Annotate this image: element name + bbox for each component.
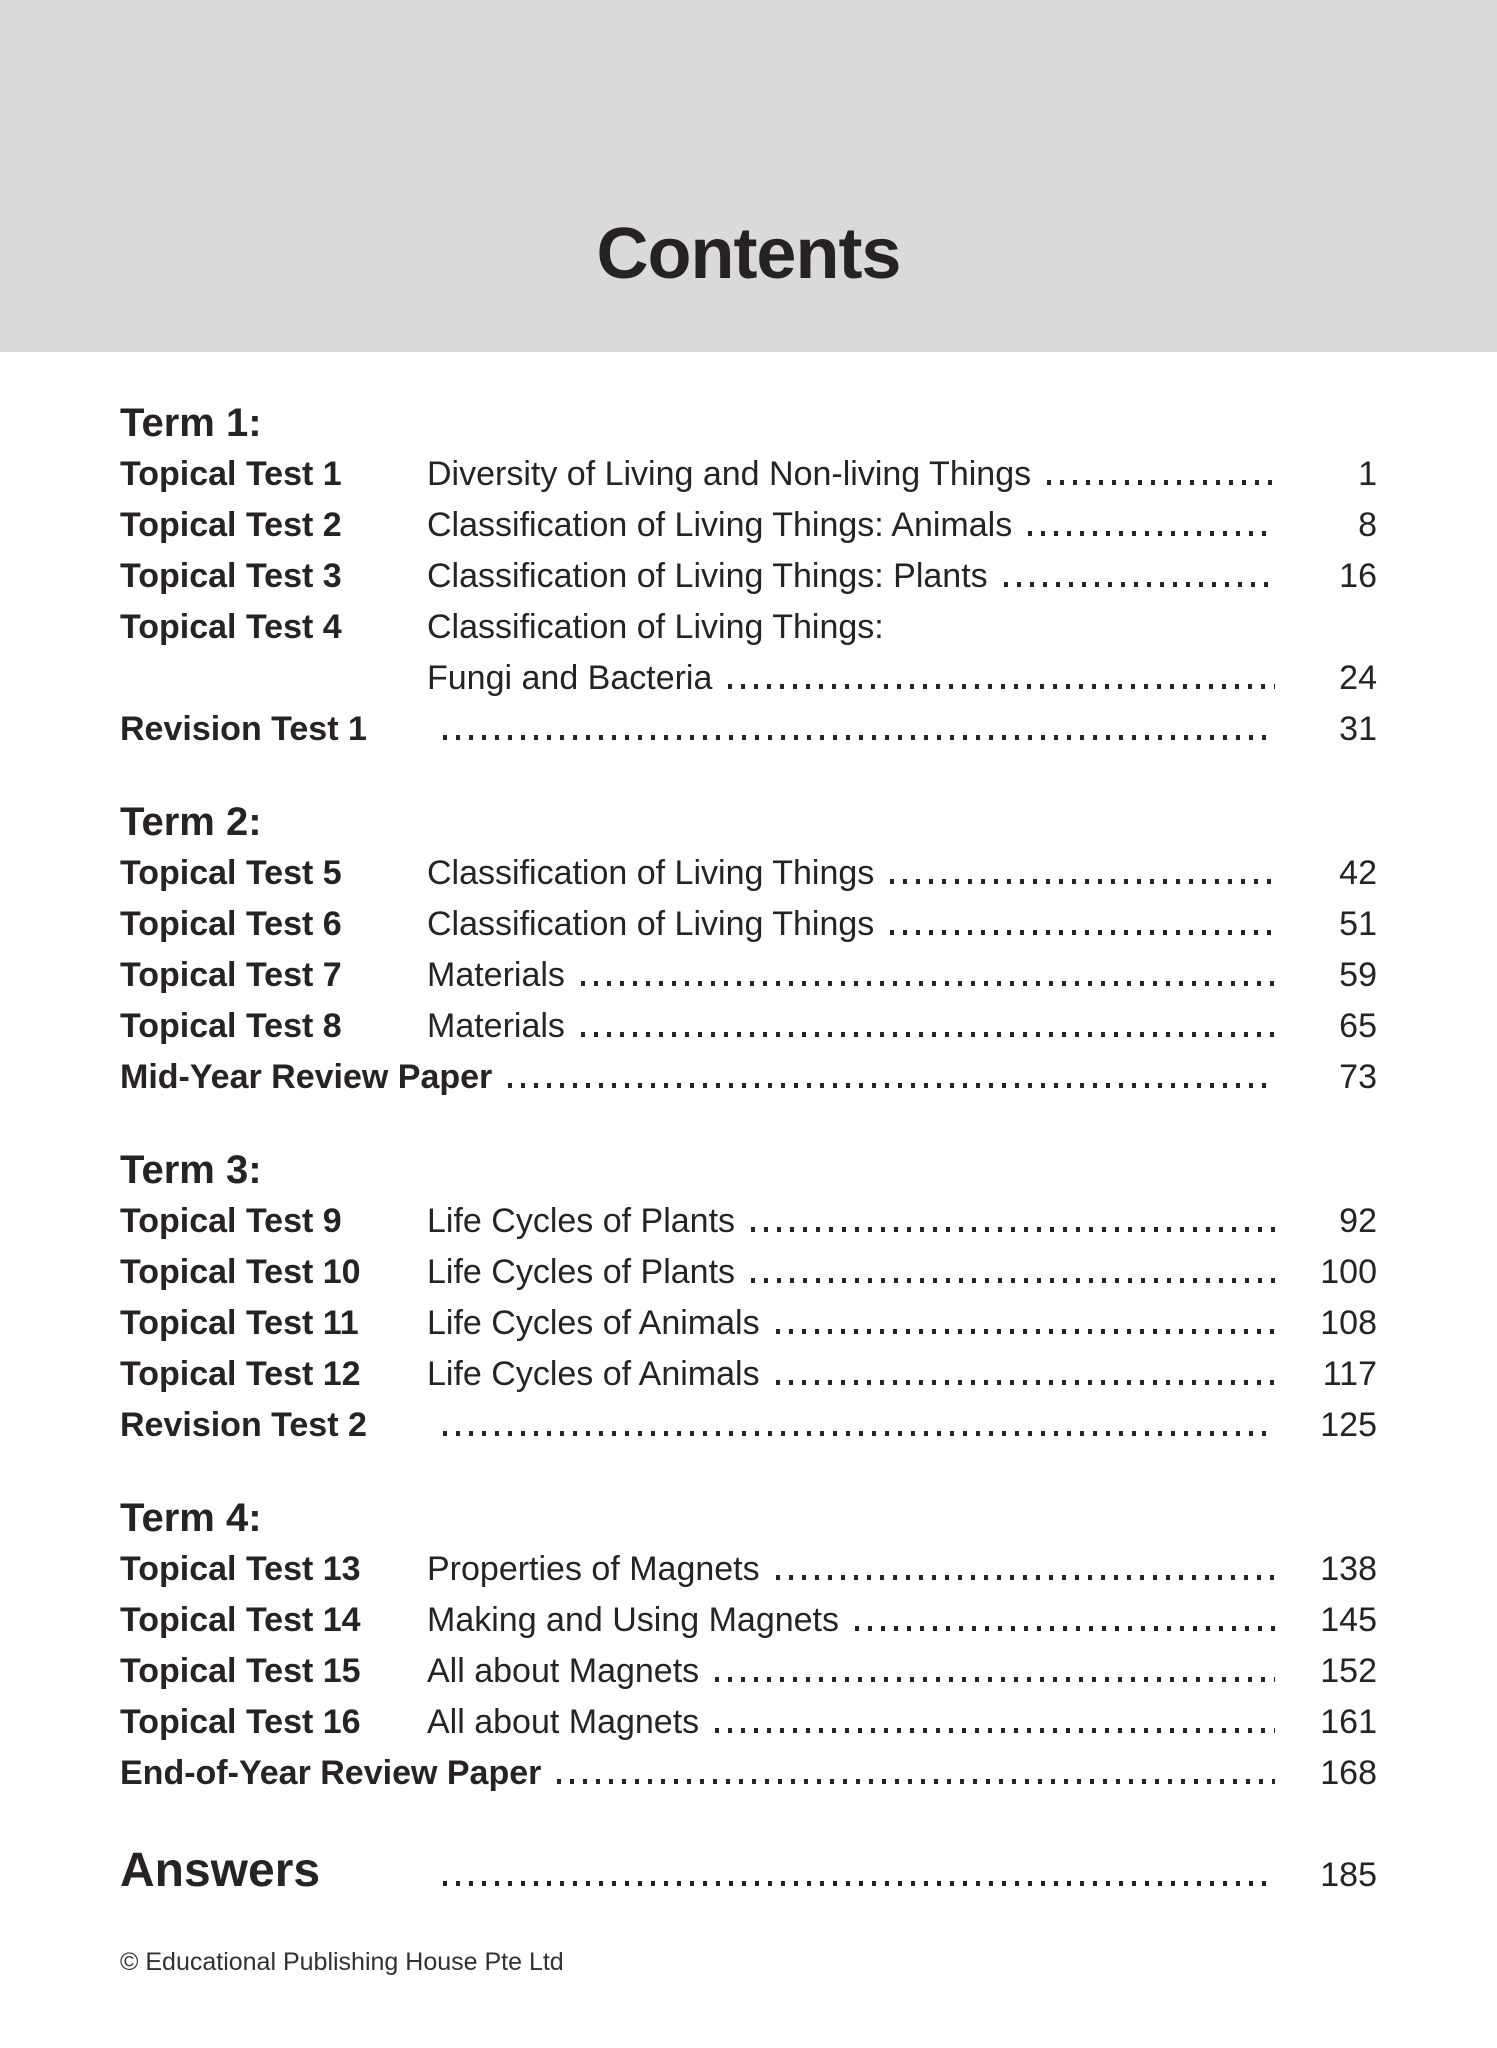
leader-dots	[443, 1881, 1275, 1886]
leader-dots	[1004, 582, 1275, 587]
row-title: All about Magnets	[427, 1703, 700, 1741]
toc-row	[120, 1196, 1377, 1247]
row-title: Classification of Living Things:	[427, 608, 884, 646]
toc-row	[120, 1349, 1377, 1400]
toc-section	[120, 1841, 1377, 1901]
toc-row	[120, 1595, 1377, 1646]
row-title: Classification of Living Things: Animals	[427, 506, 1013, 544]
toc-row	[120, 1247, 1377, 1298]
page-number: 24	[1339, 659, 1377, 697]
toc-section	[120, 398, 1377, 755]
toc-row	[120, 1298, 1377, 1349]
page-number: 92	[1339, 1202, 1377, 1240]
toc-section	[120, 1493, 1377, 1799]
toc-row	[120, 704, 1377, 755]
row-label: Revision Test 2	[120, 1406, 367, 1444]
row-title: Life Cycles of Animals	[427, 1355, 760, 1393]
row-label: Topical Test 15	[120, 1652, 361, 1690]
toc-row	[120, 1544, 1377, 1595]
row-title: Classification of Living Things	[427, 854, 875, 892]
leader-dots	[855, 1626, 1275, 1631]
row-label: Topical Test 16	[120, 1703, 361, 1741]
toc-row	[120, 1001, 1377, 1052]
toc-row	[120, 1748, 1377, 1799]
header-band	[0, 0, 1497, 352]
toc-row	[120, 950, 1377, 1001]
page-number: 59	[1339, 956, 1377, 994]
leader-dots	[751, 1227, 1275, 1232]
row-title: All about Magnets	[427, 1652, 700, 1690]
section-heading: Term 2:	[120, 800, 262, 844]
page-number: 125	[1320, 1406, 1377, 1444]
section-heading: Term 1:	[120, 401, 262, 445]
leader-dots	[890, 930, 1275, 935]
row-label: Topical Test 12	[120, 1355, 361, 1393]
leader-dots	[715, 1677, 1275, 1682]
row-label: Answers	[120, 1844, 321, 1897]
toc-row	[120, 1400, 1377, 1451]
page-title: Contents	[596, 214, 901, 294]
row-label: Revision Test 1	[120, 710, 367, 748]
page-number: 1	[1358, 455, 1377, 493]
row-title: Properties of Magnets	[427, 1550, 760, 1588]
row-title: Classification of Living Things	[427, 905, 875, 943]
toc-row	[120, 551, 1377, 602]
row-title: Classification of Living Things: Plants	[427, 557, 988, 595]
toc	[0, 352, 1497, 1901]
row-label: Topical Test 7	[120, 956, 342, 994]
row-title: Making and Using Magnets	[427, 1601, 840, 1639]
page-number: 65	[1339, 1007, 1377, 1045]
row-title: Materials	[427, 956, 565, 994]
toc-row	[120, 602, 1377, 653]
row-label: Topical Test 13	[120, 1550, 361, 1588]
page-number: 73	[1339, 1058, 1377, 1096]
leader-dots	[890, 879, 1275, 884]
row-label: Topical Test 9	[120, 1202, 342, 1240]
leader-dots	[508, 1083, 1275, 1088]
toc-section	[120, 797, 1377, 1103]
toc-row	[120, 899, 1377, 950]
leader-dots	[581, 1032, 1275, 1037]
page-number: 31	[1339, 710, 1377, 748]
row-title: Life Cycles of Plants	[427, 1253, 736, 1291]
row-label: Topical Test 8	[120, 1007, 342, 1045]
toc-row	[120, 848, 1377, 899]
page-number: 108	[1320, 1304, 1377, 1342]
page-number: 117	[1322, 1355, 1377, 1393]
page-number: 138	[1320, 1550, 1377, 1588]
leader-dots	[443, 1431, 1275, 1436]
page-number: 161	[1320, 1703, 1377, 1741]
toc-section	[120, 1145, 1377, 1451]
row-title: Diversity of Living and Non-living Things	[427, 455, 1032, 493]
leader-dots	[728, 684, 1275, 689]
leader-dots	[1047, 480, 1275, 485]
toc-row	[120, 1697, 1377, 1748]
row-label: Topical Test 2	[120, 506, 342, 544]
toc-row	[120, 1646, 1377, 1697]
row-label: Topical Test 14	[120, 1601, 361, 1639]
page-number: 168	[1320, 1754, 1377, 1792]
page-number: 51	[1339, 905, 1377, 943]
leader-dots	[581, 981, 1275, 986]
row-title: Life Cycles of Plants	[427, 1202, 736, 1240]
row-label: Topical Test 4	[120, 608, 342, 646]
leader-dots	[1028, 531, 1275, 536]
row-label: Topical Test 11	[120, 1304, 359, 1342]
page-number: 16	[1339, 557, 1377, 595]
page-number: 42	[1339, 854, 1377, 892]
publisher-footer: © Educational Publishing House Pte Ltd	[120, 1948, 564, 1976]
row-title: Fungi and Bacteria	[427, 659, 713, 697]
page-number: 185	[1320, 1856, 1377, 1894]
page-number: 8	[1358, 506, 1377, 544]
toc-row	[120, 500, 1377, 551]
row-label: End-of-Year Review Paper	[120, 1754, 542, 1792]
page-number: 145	[1320, 1601, 1377, 1639]
toc-row	[120, 1052, 1377, 1103]
leader-dots	[776, 1575, 1275, 1580]
row-label: Topical Test 1	[120, 455, 342, 493]
leader-dots	[776, 1380, 1275, 1385]
toc-row	[120, 653, 1377, 704]
section-heading: Term 3:	[120, 1148, 262, 1192]
row-label: Topical Test 10	[120, 1253, 361, 1291]
leader-dots	[557, 1779, 1275, 1784]
leader-dots	[715, 1728, 1275, 1733]
leader-dots	[776, 1329, 1275, 1334]
page-number: 100	[1320, 1253, 1377, 1291]
row-label: Mid-Year Review Paper	[120, 1058, 493, 1096]
page-number: 152	[1320, 1652, 1377, 1690]
toc-row	[120, 449, 1377, 500]
section-heading: Term 4:	[120, 1496, 262, 1540]
row-label: Topical Test 6	[120, 905, 342, 943]
row-label: Topical Test 3	[120, 557, 342, 595]
leader-dots	[751, 1278, 1275, 1283]
row-title: Life Cycles of Animals	[427, 1304, 760, 1342]
toc-row	[120, 1841, 1377, 1901]
leader-dots	[443, 735, 1275, 740]
row-label: Topical Test 5	[120, 854, 342, 892]
row-title: Materials	[427, 1007, 565, 1045]
